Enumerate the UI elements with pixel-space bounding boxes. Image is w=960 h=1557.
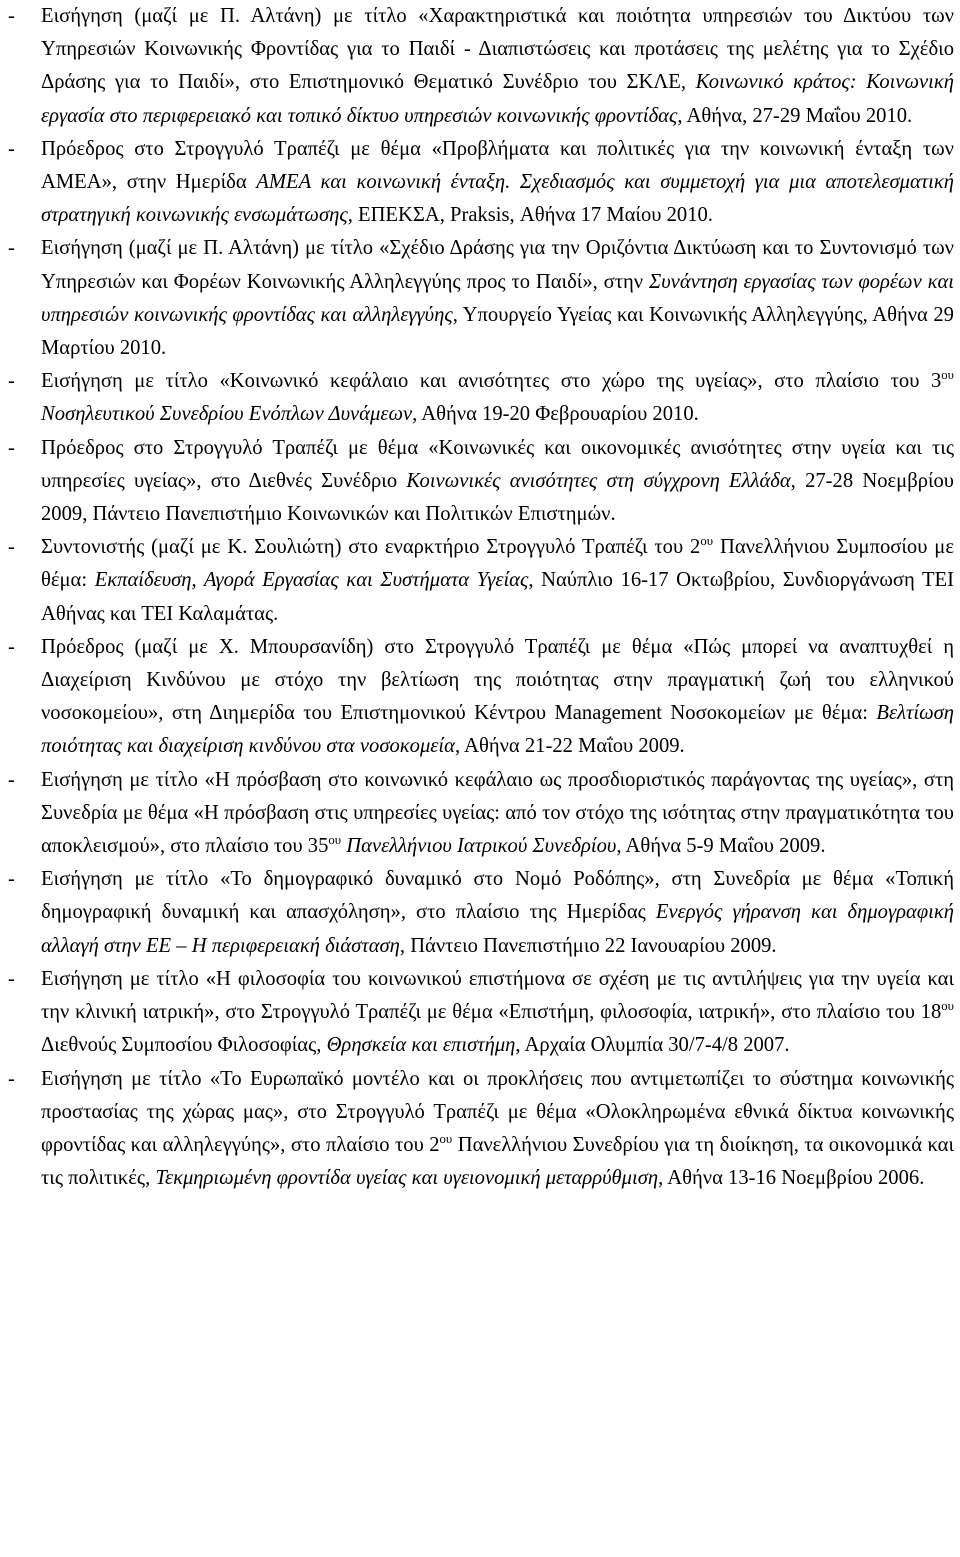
italic-title-text: Κοινωνικό κράτος: Κοινωνική εργασία στο περιφερειακό και τοπικό δίκτυο υπηρεσιών κοινωνικής φροντίδας xyxy=(41,71,954,127)
entry-text: Πρόεδρος (μαζί με Χ. Μπουρσανίδη) στο Στρογγυλό Τραπέζι με θέμα «Πώς μπορεί να αναπτυχθεί η Διαχείριση Κινδύνου με στόχο την βελτίωση της ποιότητας στην πραγματική ζωή του ελληνικού νοσοκομείου», στη Διημερίδα του Επιστημονικού Κέντρου Management Νοσοκομείων με θέμα: xyxy=(41,635,954,725)
italic-title-text: Θρησκεία και επιστήμη xyxy=(326,1034,516,1057)
bullet-dash: - xyxy=(8,768,15,791)
bullet-dash: - xyxy=(8,137,15,160)
entry-text: Εισήγηση (μαζί με Π. Αλτάνη) με τίτλο «Χαρακτηριστικά και ποιότητα υπηρεσιών του Δικτύου των Υπηρεσιών Κοινωνικής Φροντίδας για το Παιδί - Διαπιστώσεις και προτάσεις της μελέτης για το Σχέδιο Δράσης για το Παιδί», στο Επιστημονικό Θεματικό Συνέδριο του ΣΚΛΕ, xyxy=(41,5,954,94)
italic-title-text: Βελτίωση ποιότητας και διαχείριση κινδύνου στα νοσοκομεία xyxy=(41,702,954,758)
italic-title-text: Εκπαίδευση, Αγορά Εργασίας και Συστήματα Υγείας xyxy=(94,569,529,592)
entry-text: Εισήγηση με τίτλο «Κοινωνικό κεφάλαιο και ανισότητες στο χώρο της υγείας», στο πλαίσιο του 3 xyxy=(41,370,942,393)
italic-title-text: Νοσηλευτικού Συνεδρίου Ενόπλων Δυνάμεων xyxy=(41,403,413,426)
list-item xyxy=(8,0,954,133)
list-item xyxy=(8,432,954,532)
italic-title-text: Τεκμηριωμένη φροντίδα υγείας και υγειονομική μεταρρύθμιση xyxy=(155,1167,659,1190)
italic-title-text: Πανελλήνιου Ιατρικού Συνεδρίου xyxy=(346,835,617,858)
superscript-text: ου xyxy=(700,534,714,549)
list-item xyxy=(8,764,954,864)
list-item xyxy=(8,863,954,963)
superscript-text: ου xyxy=(941,368,954,383)
list-item xyxy=(8,1063,954,1196)
entry-text: , ΕΠΕΚΣΑ, Praksis, Αθήνα 17 Μαίου 2010. xyxy=(347,204,713,227)
list-item xyxy=(8,365,954,431)
superscript-text: ου xyxy=(941,999,954,1014)
bullet-dash: - xyxy=(8,370,15,393)
bullet-dash: - xyxy=(8,5,15,27)
entry-text: , Αθήνα 5-9 Μαΐου 2009. xyxy=(616,835,826,858)
entry-text: Εισήγηση με τίτλο «Η πρόσβαση στο κοινωνικό κεφάλαιο ως προσδιοριστικός παράγοντας της υγείας», στη Συνεδρία με θέμα «Η πρόσβαση στις υπηρεσίες υγείας: από τον στόχο της ισότητας στην πραγματικότητα του αποκλεισμού», στο πλαίσιο του 35 xyxy=(41,768,954,858)
entry-text: , Ναύπλιο 16-17 Οκτωβρίου, Συνδιοργάνωση ΤΕΙ Αθήνας και ΤΕΙ Καλαμάτας. xyxy=(41,569,954,625)
entry-text: , Πάντειο Πανεπιστήμιο 22 Ιανουαρίου 2009. xyxy=(399,934,777,957)
italic-title-text: ΑΜΕΑ και κοινωνική ένταξη. Σχεδιασμός και συμμετοχή για μια αποτελεσματική στρατηγική κοινωνικής ενσωμάτωσης xyxy=(41,171,954,227)
entry-text: , Αθήνα 21-22 Μαΐου 2009. xyxy=(454,735,685,758)
entry-text: , Αθήνα 19-20 Φεβρουαρίου 2010. xyxy=(412,403,699,426)
bullet-dash: - xyxy=(8,237,15,260)
list-item xyxy=(8,631,954,764)
entry-text: Πανελλήνιου Συμποσίου με θέμα: xyxy=(41,536,954,592)
entry-text: , Αθήνα, 27-29 Μαΐου 2010. xyxy=(677,104,913,127)
bullet-dash: - xyxy=(8,436,15,459)
list-item xyxy=(8,232,954,365)
entry-text: , Υπουργείο Υγείας και Κοινωνικής Αλληλεγγύης, Αθήνα 29 Μαρτίου 2010. xyxy=(41,303,954,360)
entry-text: , Αρχαία Ολυμπία 30/7-4/8 2007. xyxy=(515,1034,790,1057)
italic-title-text: Ενεργός γήρανση και δημογραφική αλλαγή στην ΕΕ – Η περιφερειακή διάσταση xyxy=(41,901,954,957)
entry-text: Διεθνούς Συμποσίου Φιλοσοφίας, xyxy=(41,1034,327,1057)
entry-text: Συντονιστής (μαζί με Κ. Σουλιώτη) στο εναρκτήριο Στρογγυλό Τραπέζι του 2 xyxy=(41,536,701,559)
entry-text: Πανελλήνιου Συνεδρίου για τη διοίκηση, τα οικονομικά και τις πολιτικές, xyxy=(41,1133,955,1190)
entry-text: Εισήγηση με τίτλο «Το δημογραφικό δυναμικό στο Νομό Ροδόπης», στη Συνεδρία με θέμα «Τοπική δημογραφική δυναμική και απασχόληση», στο πλαίσιο της Ημερίδας xyxy=(41,868,954,924)
entry-text: , 27-28 Νοεμβρίου 2009, Πάντειο Πανεπιστήμιο Κοινωνικών και Πολιτικών Επιστημών. xyxy=(41,469,955,526)
superscript-text: ου xyxy=(328,833,342,848)
superscript-text: ου xyxy=(439,1132,453,1147)
bullet-dash: - xyxy=(8,1067,15,1090)
entry-text: Εισήγηση με τίτλο «Η φιλοσοφία του κοινωνικού επιστήμονα σε σχέση με τις αντιλήψεις για την υγεία και την κλινική ιατρική», στο Στρογγυλό Τραπέζι με θέμα «Επιστήμη, φιλοσοφία, ιατρική», στο πλαίσιο του 18 xyxy=(41,967,954,1024)
list-item xyxy=(8,531,954,631)
italic-title-text: Συνάντηση εργασίας των φορέων και υπηρεσιών κοινωνικής φροντίδας και αλληλεγγύης xyxy=(41,270,954,326)
bullet-dash: - xyxy=(8,868,15,891)
entry-text: Πρόεδρος στο Στρογγυλό Τραπέζι με θέμα «Κοινωνικές και οικονομικές ανισότητες στην υγεία και τις υπηρεσίες υγείας», στο Διεθνές Συνέδριο xyxy=(41,436,954,492)
entry-text: Εισήγηση (μαζί με Π. Αλτάνη) με τίτλο «Σχέδιο Δράσης για την Οριζόντια Δικτύωση και το Συντονισμό των Υπηρεσιών και Φορέων Κοινωνικής Αλληλεγγύης προς το Παιδί», στην xyxy=(41,237,954,293)
bullet-dash: - xyxy=(8,967,15,990)
entry-text: Πρόεδρος στο Στρογγυλό Τραπέζι με θέμα «Προβλήματα και πολιτικές για την κοινωνική ένταξη των ΑΜΕΑ», στην Ημερίδα xyxy=(41,137,954,194)
italic-title-text: Κοινωνικές ανισότητες στη σύγχρονη Ελλάδα xyxy=(406,469,791,492)
bullet-dash: - xyxy=(8,635,15,658)
entry-text: , Αθήνα 13-16 Νοεμβρίου 2006. xyxy=(658,1167,925,1190)
bullet-dash: - xyxy=(8,536,15,559)
presentations-list xyxy=(8,0,954,1195)
entry-text: Εισήγηση με τίτλο «Το Ευρωπαϊκό μοντέλο και οι προκλήσεις που αντιμετωπίζει το σύστημα κοινωνικής προστασίας της χώρας μας», στο Στρογγυλό Τραπέζι με θέμα «Ολοκληρωμένα εθνικά δίκτυα κοινωνικής φροντίδας και αλληλεγγύης», στο πλαίσιο του 2 xyxy=(41,1067,954,1156)
list-item xyxy=(8,963,954,1063)
list-item xyxy=(8,133,954,233)
